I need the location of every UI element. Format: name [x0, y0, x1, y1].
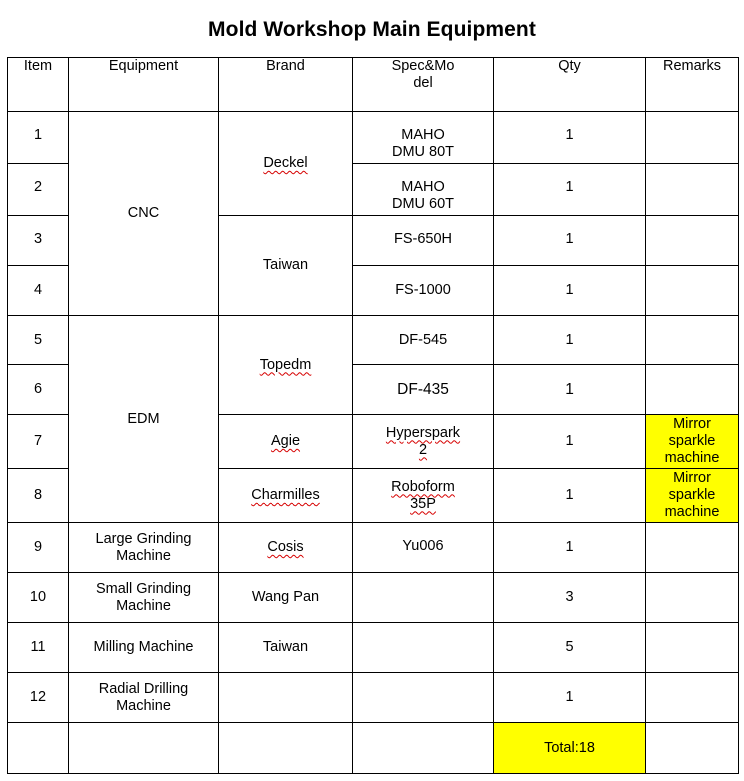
empty-cell: [353, 723, 494, 774]
equipment-cell: Small Grinding Machine: [69, 573, 219, 623]
item-cell: 1: [8, 112, 69, 164]
qty-cell: 1: [494, 266, 646, 316]
equipment-cell-cnc: CNC: [69, 112, 219, 316]
item-cell: 7: [8, 415, 69, 469]
qty-cell: 3: [494, 573, 646, 623]
spec-cell: FS-1000: [353, 266, 494, 316]
brand-cell-topedm: [219, 316, 353, 415]
remarks-cell: [646, 216, 739, 266]
item-cell: 10: [8, 573, 69, 623]
spec-cell: DF-545: [353, 316, 494, 365]
remarks-cell: [646, 164, 739, 216]
qty-cell: 1: [494, 216, 646, 266]
item-cell: 4: [8, 266, 69, 316]
remarks-cell: [646, 673, 739, 723]
qty-cell: 1: [494, 415, 646, 469]
brand-text: Cosis: [267, 539, 304, 555]
brand-text: Charmilles: [251, 487, 320, 503]
brand-text: Agie: [270, 433, 301, 449]
empty-cell: [69, 723, 219, 774]
empty-cell: [219, 723, 353, 774]
qty-cell: 1: [494, 164, 646, 216]
remarks-cell: [646, 112, 739, 164]
page-title: Mold Workshop Main Equipment: [208, 18, 536, 41]
remarks-cell: [646, 623, 739, 673]
remarks-cell-highlight: Mirror sparkle machine: [646, 415, 739, 469]
qty-cell: 1: [494, 112, 646, 164]
spec-cell: [353, 673, 494, 723]
remarks-cell: [646, 523, 739, 573]
equipment-cell: Large Grinding Machine: [69, 523, 219, 573]
brand-cell-cosis: [219, 523, 353, 573]
remarks-cell: [646, 316, 739, 365]
table-row: [8, 573, 739, 623]
remarks-cell-highlight: Mirror sparkle machine: [646, 469, 739, 523]
header-remarks: Remarks: [646, 58, 739, 112]
table-row: [8, 112, 739, 164]
table-row: [8, 316, 739, 365]
brand-cell-deckel: [219, 112, 353, 216]
item-cell: 5: [8, 316, 69, 365]
table-row: [8, 623, 739, 673]
header-equipment: Equipment: [69, 58, 219, 112]
item-cell: 6: [8, 365, 69, 415]
remarks-cell: [646, 266, 739, 316]
header-brand: Brand: [219, 58, 353, 112]
spec-cell: DF-435: [353, 365, 494, 415]
brand-text: Topedm: [259, 356, 312, 373]
item-cell: 3: [8, 216, 69, 266]
item-cell: 9: [8, 523, 69, 573]
header-spec-model: Spec&Mo del: [353, 58, 494, 112]
brand-cell-wang-pan: Wang Pan: [219, 573, 353, 623]
spec-text: Roboform 35P: [391, 478, 455, 512]
table-row: [8, 523, 739, 573]
brand-text: Deckel: [263, 155, 308, 171]
remarks-cell: [646, 573, 739, 623]
brand-cell-taiwan: Taiwan: [219, 623, 353, 673]
spec-cell: Yu006: [353, 523, 494, 573]
equipment-cell-edm: EDM: [69, 316, 219, 523]
spec-cell: [353, 415, 494, 469]
brand-cell: [219, 673, 353, 723]
header-item: Item: [8, 58, 69, 112]
qty-cell: 5: [494, 623, 646, 673]
item-cell: 8: [8, 469, 69, 523]
spec-cell: [353, 469, 494, 523]
spec-cell: MAHO DMU 80T: [353, 112, 494, 164]
total-row: [8, 723, 739, 774]
qty-cell: 1: [494, 523, 646, 573]
qty-cell: 1: [494, 365, 646, 415]
item-cell: 12: [8, 673, 69, 723]
remarks-cell: [646, 365, 739, 415]
total-cell: Total:18: [494, 723, 646, 774]
header-qty: Qty: [494, 58, 646, 112]
header-row: [8, 58, 739, 112]
qty-cell: 1: [494, 316, 646, 365]
empty-cell: [646, 723, 739, 774]
item-cell: 11: [8, 623, 69, 673]
qty-cell: 1: [494, 469, 646, 523]
spec-cell: MAHO DMU 60T: [353, 164, 494, 216]
brand-cell-taiwan: Taiwan: [219, 216, 353, 316]
equipment-table: [7, 57, 739, 774]
equipment-cell: Radial Drilling Machine: [69, 673, 219, 723]
spec-cell: [353, 573, 494, 623]
table-row: [8, 673, 739, 723]
spec-cell: [353, 623, 494, 673]
spec-cell: FS-650H: [353, 216, 494, 266]
item-cell: 2: [8, 164, 69, 216]
spec-text: Hyperspark 2: [385, 424, 461, 458]
brand-cell-charmilles: [219, 469, 353, 523]
qty-cell: 1: [494, 673, 646, 723]
empty-cell: [8, 723, 69, 774]
brand-cell-agie: [219, 415, 353, 469]
equipment-cell: Milling Machine: [69, 623, 219, 673]
